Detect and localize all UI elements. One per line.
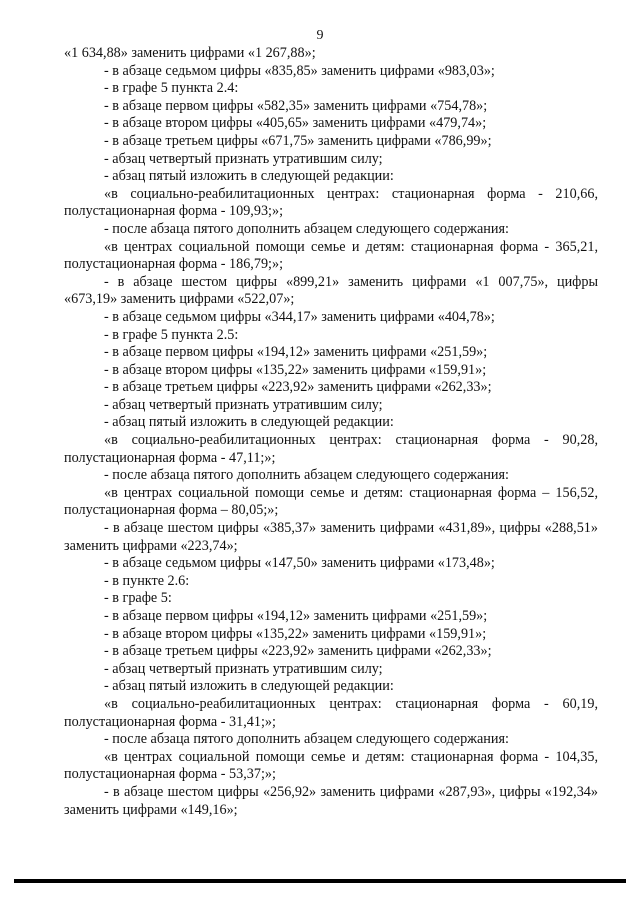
document-body <box>64 45 598 819</box>
paragraph-11: «в центрах социальной помощи семье и детям: стационарная форма - 365,21, полустационарная форма - 186,79;»; <box>64 238 598 273</box>
paragraph-34: «в центрах социальной помощи семье и детям: стационарная форма - 104,35, полустационарная форма - 53,37;»; <box>64 748 598 783</box>
paragraph-8: - абзац пятый изложить в следующей редакции: <box>104 168 394 185</box>
paragraph-33: - после абзаца пятого дополнить абзацем следующего содержания: <box>104 731 509 748</box>
paragraph-2: - в абзаце седьмом цифры «835,85» заменить цифрами «983,03»; <box>104 62 495 79</box>
paragraph-6: - в абзаце третьем цифры «671,75» заменить цифрами «786,99»; <box>104 132 492 149</box>
paragraph-31: - абзац пятый изложить в следующей редакции: <box>104 678 394 695</box>
paragraph-30: - абзац четвертый признать утратившим силу; <box>104 660 383 677</box>
paragraph-21: - после абзаца пятого дополнить абзацем следующего содержания: <box>104 467 509 484</box>
paragraph-5: - в абзаце втором цифры «405,65» заменить цифрами «479,74»; <box>104 115 487 132</box>
paragraph-18: - абзац четвертый признать утратившим силу; <box>104 396 383 413</box>
paragraph-4: - в абзаце первом цифры «582,35» заменить цифрами «754,78»; <box>104 97 488 114</box>
paragraph-28: - в абзаце втором цифры «135,22» заменить цифрами «159,91»; <box>104 625 487 642</box>
paragraph-19: - абзац пятый изложить в следующей редакции: <box>104 414 394 431</box>
paragraph-7: - абзац четвертый признать утратившим силу; <box>104 150 383 167</box>
paragraph-23: - в абзаце шестом цифры «385,37» заменить цифрами «431,89», цифры «288,51» заменить цифрами «223,74»; <box>64 520 598 554</box>
paragraph-9: «в социально-реабилитационных центрах: стационарная форма - 210,66, полустационарная форма - 109,93;»; <box>64 185 598 220</box>
paragraph-26: - в графе 5: <box>104 590 172 607</box>
paragraph-14: - в графе 5 пункта 2.5: <box>104 326 239 343</box>
paragraph-17: - в абзаце третьем цифры «223,92» заменить цифрами «262,33»; <box>104 379 492 396</box>
paragraph-1: «1 634,88» заменить цифрами «1 267,88»; <box>64 45 316 61</box>
paragraph-16: - в абзаце втором цифры «135,22» заменить цифрами «159,91»; <box>104 361 487 378</box>
bottom-rule <box>14 879 626 883</box>
paragraph-32: «в социально-реабилитационных центрах: стационарная форма - 60,19, полустационарная форма - 31,41;»; <box>64 695 598 730</box>
paragraph-27: - в абзаце первом цифры «194,12» заменить цифрами «251,59»; <box>104 608 488 624</box>
paragraph-29: - в абзаце третьем цифры «223,92» заменить цифрами «262,33»; <box>104 643 492 660</box>
paragraph-22: «в центрах социальной помощи семье и детям: стационарная форма – 156,52, полустационарная форма – 80,05;»; <box>64 484 598 519</box>
paragraph-10: - после абзаца пятого дополнить абзацем следующего содержания: <box>104 220 509 237</box>
paragraph-35: - в абзаце шестом цифры «256,92» заменить цифрами «287,93», цифры «192,34» заменить цифрами «149,16»; <box>64 783 598 818</box>
paragraph-20: «в социально-реабилитационных центрах: стационарная форма - 90,28, полустационарная форма - 47,11;»; <box>64 432 598 466</box>
paragraph-13: - в абзаце седьмом цифры «344,17» заменить цифрами «404,78»; <box>104 308 495 325</box>
paragraph-3: - в графе 5 пункта 2.4: <box>104 80 239 97</box>
paragraph-15: - в абзаце первом цифры «194,12» заменить цифрами «251,59»; <box>104 344 488 361</box>
page-number: 9 <box>316 28 324 43</box>
paragraph-24: - в абзаце седьмом цифры «147,50» заменить цифрами «173,48»; <box>104 555 495 572</box>
paragraph-12: - в абзаце шестом цифры «899,21» заменить цифрами «1 007,75», цифры «673,19» заменить цифрами «522,07»; <box>64 273 598 308</box>
paragraph-25: - в пункте 2.6: <box>104 572 190 589</box>
